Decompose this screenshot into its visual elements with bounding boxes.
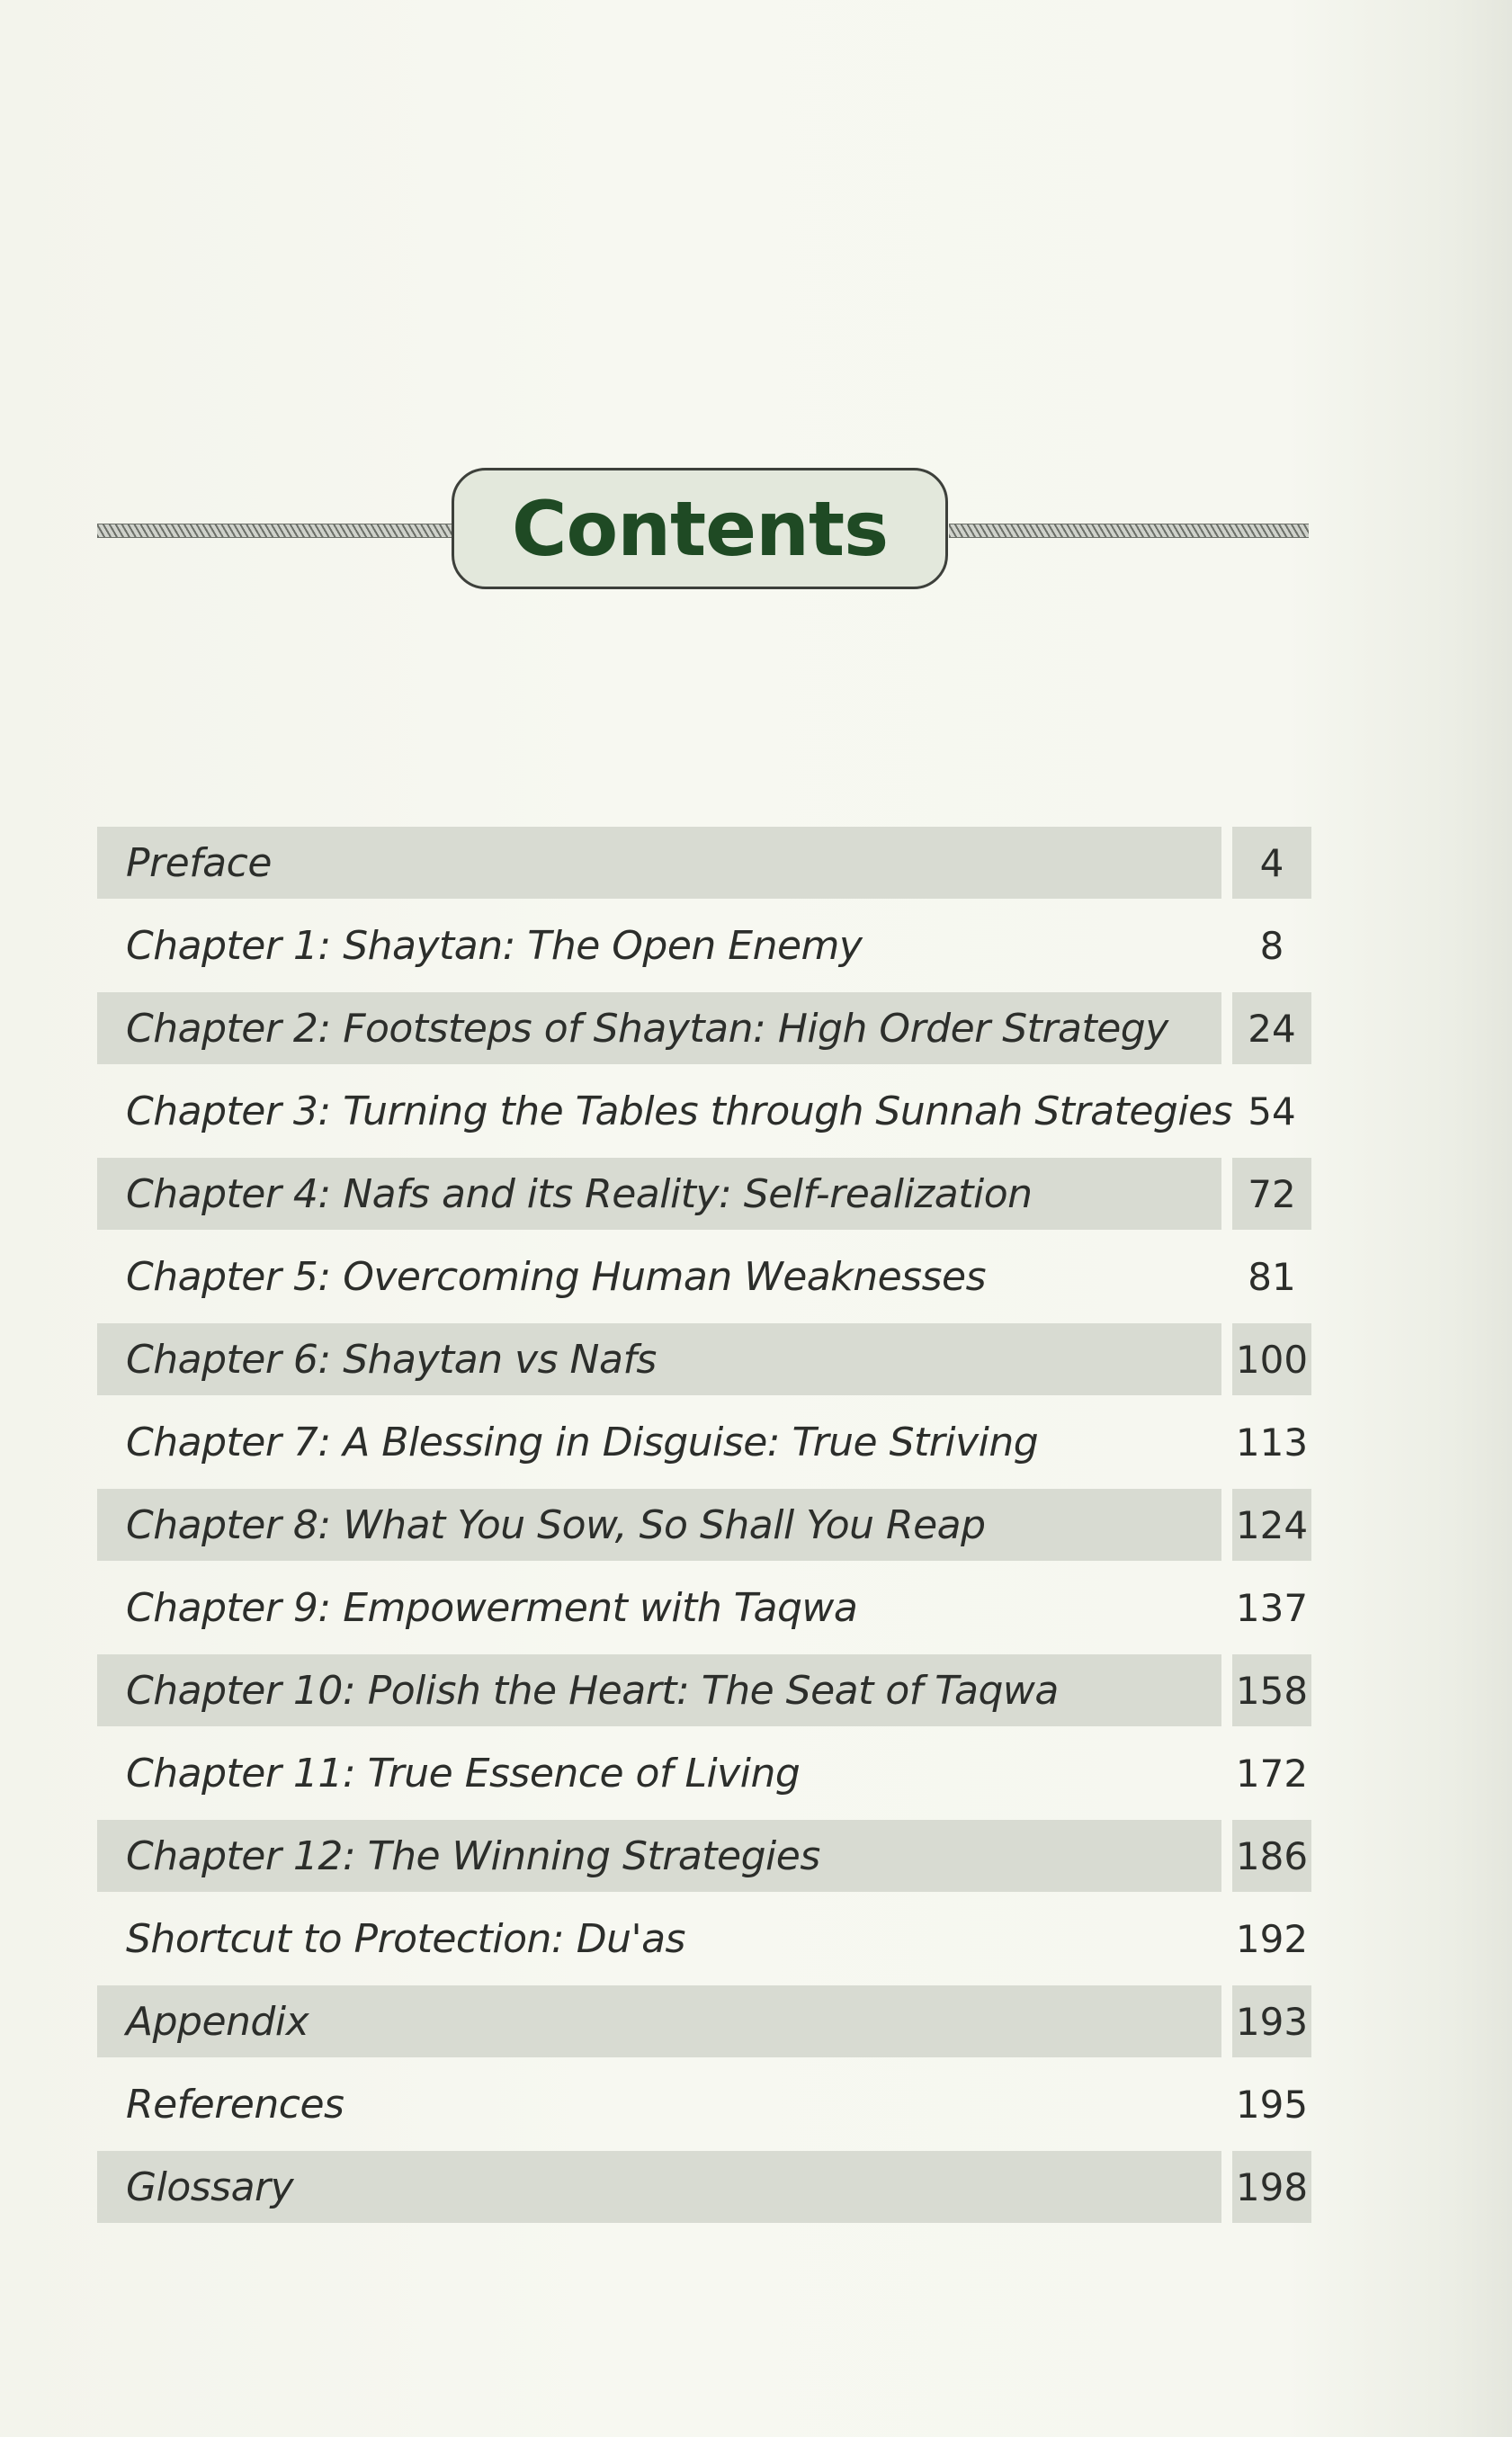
toc-row[interactable] bbox=[97, 1649, 1313, 1732]
toc-entry-label: Chapter 10: Polish the Heart: The Seat of Taqwa bbox=[126, 1667, 1059, 1714]
toc-row[interactable] bbox=[97, 1235, 1313, 1318]
toc-row[interactable] bbox=[97, 904, 1313, 987]
toc-page-number: 24 bbox=[1248, 1006, 1296, 1051]
toc-row[interactable] bbox=[97, 1897, 1313, 1980]
toc-page-number: 72 bbox=[1248, 1171, 1296, 1216]
toc-row[interactable] bbox=[97, 1732, 1313, 1814]
toc-row[interactable] bbox=[97, 1814, 1313, 1897]
toc-row[interactable] bbox=[97, 1483, 1313, 1566]
rope-ornament-left bbox=[97, 524, 457, 538]
toc-entry-label: Preface bbox=[126, 839, 272, 886]
toc-row[interactable] bbox=[97, 1566, 1313, 1649]
toc-entry-label: Appendix bbox=[126, 1998, 309, 2045]
toc-entry-label: Chapter 8: What You Sow, So Shall You Reap bbox=[126, 1501, 986, 1548]
toc-page-number: 100 bbox=[1235, 1337, 1309, 1382]
toc-row[interactable] bbox=[97, 1152, 1313, 1235]
toc-row[interactable] bbox=[97, 1318, 1313, 1401]
toc-page-number: 158 bbox=[1235, 1668, 1309, 1713]
toc-entry-label: References bbox=[126, 2081, 344, 2128]
table-of-contents bbox=[97, 821, 1313, 2228]
toc-entry-label: Chapter 3: Turning the Tables through Sunnah Strategies bbox=[126, 1088, 1233, 1134]
toc-page-number: 186 bbox=[1235, 1833, 1309, 1878]
toc-row[interactable] bbox=[97, 2063, 1313, 2146]
page-title: Contents bbox=[511, 484, 889, 573]
toc-page-number: 193 bbox=[1235, 1999, 1309, 2044]
toc-entry-label: Glossary bbox=[126, 2164, 294, 2210]
toc-page-number: 198 bbox=[1235, 2164, 1309, 2209]
toc-entry-label: Chapter 4: Nafs and its Reality: Self-realization bbox=[126, 1170, 1033, 1217]
toc-entry-label: Chapter 9: Empowerment with Taqwa bbox=[126, 1584, 858, 1631]
toc-page-number: 81 bbox=[1248, 1254, 1296, 1299]
toc-page-number: 172 bbox=[1235, 1751, 1309, 1796]
toc-page-number: 8 bbox=[1259, 923, 1284, 968]
toc-entry-label: Chapter 11: True Essence of Living bbox=[126, 1750, 801, 1796]
toc-page-number: 137 bbox=[1235, 1585, 1309, 1630]
toc-page-number: 4 bbox=[1259, 840, 1284, 885]
toc-entry-label: Chapter 2: Footsteps of Shaytan: High Order Strategy bbox=[126, 1005, 1168, 1052]
toc-row[interactable] bbox=[97, 1070, 1313, 1152]
toc-entry-label: Shortcut to Protection: Du'as bbox=[126, 1915, 685, 1962]
title-frame bbox=[452, 468, 948, 589]
toc-page-number: 124 bbox=[1235, 1502, 1309, 1547]
toc-row[interactable] bbox=[97, 821, 1313, 904]
toc-entry-label: Chapter 1: Shaytan: The Open Enemy bbox=[126, 922, 863, 969]
toc-entry-label: Chapter 7: A Blessing in Disguise: True Striving bbox=[126, 1419, 1039, 1465]
toc-row[interactable] bbox=[97, 987, 1313, 1070]
contents-header bbox=[97, 468, 1309, 594]
toc-entry-label: Chapter 12: The Winning Strategies bbox=[126, 1832, 820, 1879]
toc-page-number: 195 bbox=[1235, 2082, 1309, 2127]
toc-page-number: 192 bbox=[1235, 1916, 1309, 1961]
toc-page-number: 54 bbox=[1248, 1089, 1296, 1133]
toc-page-number: 113 bbox=[1235, 1420, 1309, 1465]
toc-row[interactable] bbox=[97, 1980, 1313, 2063]
toc-entry-label: Chapter 6: Shaytan vs Nafs bbox=[126, 1336, 657, 1383]
toc-entry-label: Chapter 5: Overcoming Human Weaknesses bbox=[126, 1253, 987, 1300]
toc-row[interactable] bbox=[97, 2146, 1313, 2228]
toc-row[interactable] bbox=[97, 1401, 1313, 1483]
rope-ornament-right bbox=[949, 524, 1309, 538]
